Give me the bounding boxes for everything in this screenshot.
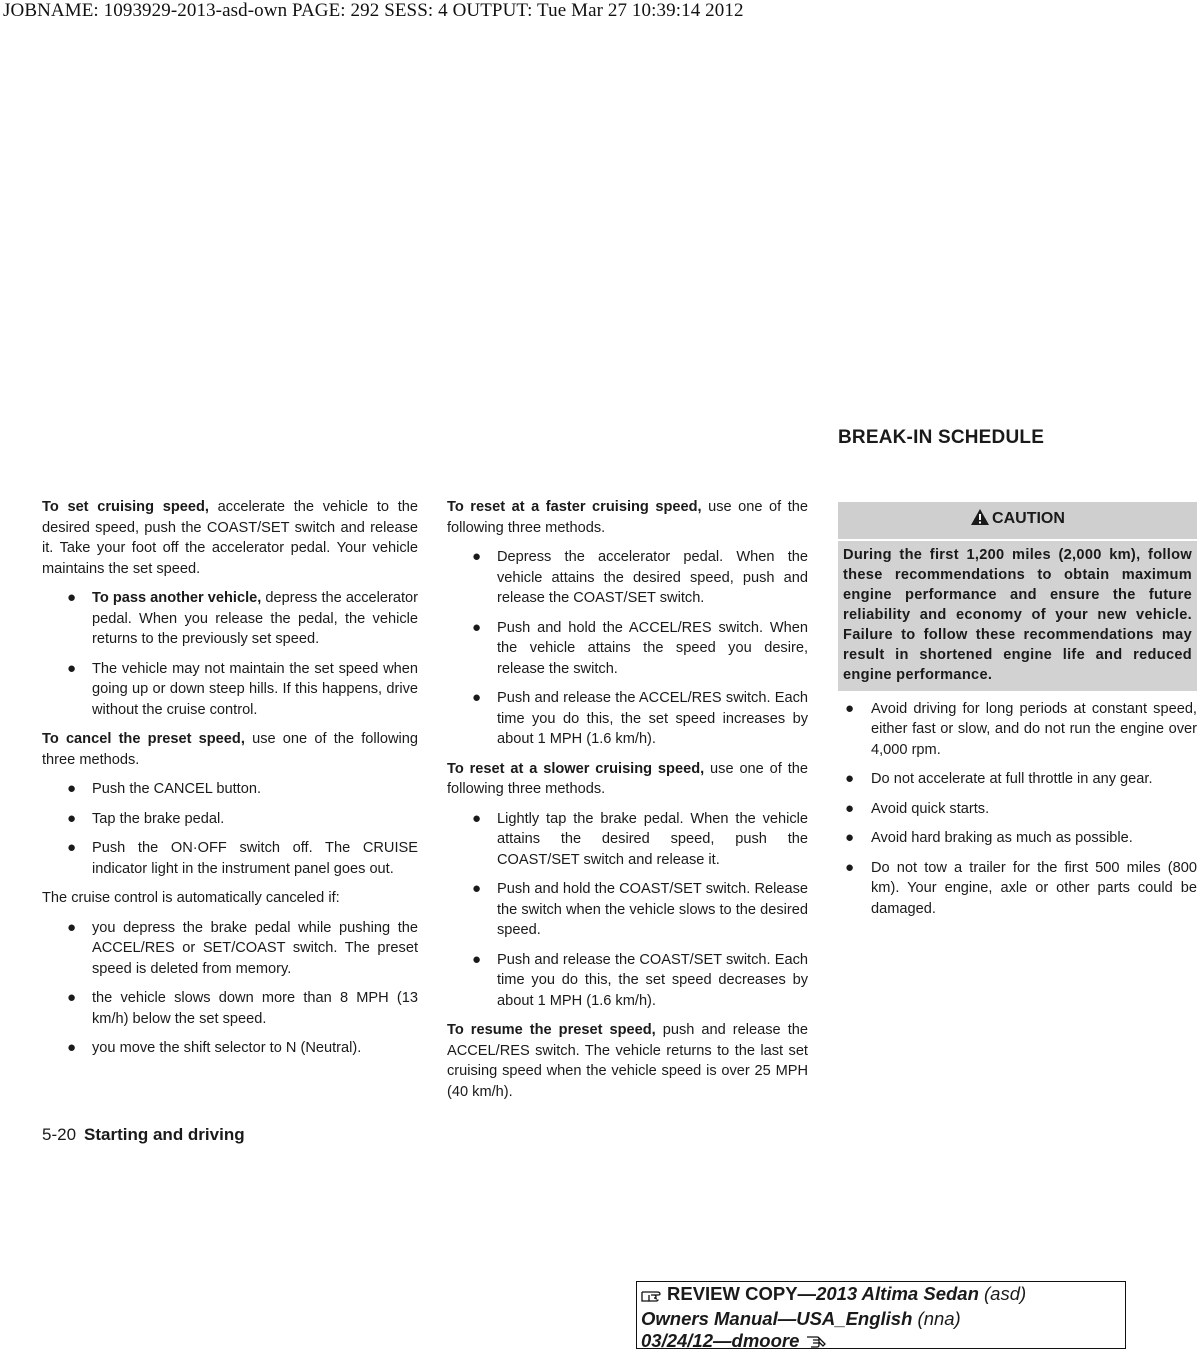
review-copy-label: REVIEW COPY— xyxy=(667,1283,817,1304)
list-item-text: the vehicle slows down more than 8 MPH (13 km/h) below the set speed. xyxy=(92,990,418,1027)
list-item xyxy=(447,879,808,941)
review-model-code: (asd) xyxy=(978,1283,1027,1304)
paragraph-slower xyxy=(447,759,808,800)
column-2 xyxy=(447,497,808,1111)
set-speed-list xyxy=(42,588,418,720)
text-set-speed: accelerate the vehicle to the desired speed, push the COAST/SET switch and release it. Take your foot off the accelerator pedal. Your vehicle maintains the set speed. xyxy=(42,499,419,577)
list-item xyxy=(42,918,418,980)
review-date-author: 03/24/12—dmoore xyxy=(641,1330,800,1351)
footer-section: Starting and driving xyxy=(84,1125,245,1144)
list-item xyxy=(447,688,808,750)
review-line-2 xyxy=(641,1308,1125,1330)
caution-text: During the first 1,200 miles (2,000 km), follow these recommendations to obtain maximum engine performance and ensure the future reliability and economy of your new vehicle. Failure to follow these recommendations may result in shortened engine life and reduced engine performance. xyxy=(843,546,1192,683)
review-model: 2013 Altima Sedan xyxy=(816,1283,979,1304)
list-item xyxy=(42,588,418,650)
section-title: BREAK-IN SCHEDULE xyxy=(838,427,1045,448)
list-item-text: Push and hold the ACCEL/RES switch. When the vehicle attains the speed you desire, release the switch. xyxy=(497,619,808,677)
warning-triangle-icon xyxy=(970,508,990,533)
bullet-icon: ● xyxy=(67,918,77,936)
list-item xyxy=(42,809,418,830)
bullet-icon: ● xyxy=(67,1039,77,1056)
paragraph-cancel xyxy=(42,729,418,770)
job-header: JOBNAME: 1093929-2013-asd-own PAGE: 292 SESS: 4 OUTPUT: Tue Mar 27 10:39:14 2012 xyxy=(3,0,744,21)
list-item xyxy=(42,779,418,800)
lead-slower: To reset at a slower cruising speed, xyxy=(447,760,705,777)
column-3 xyxy=(838,497,1197,928)
caution-title: CAUTION xyxy=(992,510,1065,527)
bullet-icon: ● xyxy=(845,799,855,817)
caution-box xyxy=(838,502,1197,691)
list-item xyxy=(42,659,418,721)
page-footer xyxy=(42,1125,245,1145)
writing-hand-icon xyxy=(805,1333,827,1355)
break-in-list xyxy=(838,699,1197,920)
faster-list xyxy=(447,547,808,750)
list-item-text: Avoid hard braking as much as possible. xyxy=(871,830,1133,846)
bullet-icon: ● xyxy=(472,548,482,565)
bullet-icon: ● xyxy=(472,689,482,706)
cancel-list xyxy=(42,779,418,879)
review-manual: Owners Manual—USA_English xyxy=(641,1308,913,1329)
bullet-icon: ● xyxy=(472,880,482,897)
lead-faster: To reset at a faster cruising speed, xyxy=(447,499,702,515)
bullet-icon: ● xyxy=(845,829,855,846)
list-item-text: Do not accelerate at full throttle in any gear. xyxy=(871,771,1153,787)
list-item xyxy=(447,547,808,609)
list-item xyxy=(447,950,808,1012)
text-cancel: use one of the following three methods. xyxy=(42,731,418,768)
lead-resume: To resume the preset speed, xyxy=(447,1022,656,1038)
list-item xyxy=(42,838,418,879)
paragraph-faster xyxy=(447,497,808,538)
text-resume: push and release the ACCEL/RES switch. The vehicle returns to the last set cruising speed when the vehicle speed is over 25 MPH (40 km/h). xyxy=(447,1022,808,1100)
text-pass: depress the accelerator pedal. When you release the pedal, the vehicle returns to the previously set speed. xyxy=(92,590,419,647)
bullet-icon: ● xyxy=(67,989,77,1006)
lead-pass: To pass another vehicle, xyxy=(92,590,262,606)
bullet-icon: ● xyxy=(67,839,77,856)
list-item-text: you move the shift selector to N (Neutral). xyxy=(92,1040,362,1056)
bullet-icon: ● xyxy=(472,950,482,968)
column-1 xyxy=(42,497,418,1068)
list-item xyxy=(42,1038,418,1059)
list-item-text: Push the CANCEL button. xyxy=(92,781,262,797)
list-item xyxy=(838,799,1197,820)
list-item-text: Avoid driving for long periods at constant speed, either fast or slow, and do not run the engine over 4,000 rpm. xyxy=(871,700,1197,758)
auto-cancel-list xyxy=(42,918,418,1059)
page-number: 5-20 xyxy=(42,1125,77,1144)
paragraph-set-speed xyxy=(42,497,418,579)
list-item-text: Lightly tap the brake pedal. When the vehicle attains the desired speed, push the COAST/SET switch and release it. xyxy=(497,810,808,868)
list-item-text: Push and release the COAST/SET switch. Each time you do this, the set speed decreases by about 1 MPH (1.6 km/h). xyxy=(497,951,808,1009)
list-item xyxy=(838,769,1197,790)
bullet-icon: ● xyxy=(845,770,855,787)
list-item-text: Do not tow a trailer for the first 500 miles (800 km). Your engine, axle or other parts could be damaged. xyxy=(871,859,1197,917)
lead-cancel: To cancel the preset speed, xyxy=(42,731,245,747)
review-manual-code: (nna) xyxy=(912,1308,961,1329)
list-item xyxy=(447,809,808,871)
bullet-icon: ● xyxy=(472,809,482,827)
list-item xyxy=(838,858,1197,920)
text-slower: use one of the following three methods. xyxy=(447,760,808,797)
bullet-icon: ● xyxy=(845,699,855,717)
bullet-icon: ● xyxy=(472,618,482,636)
list-item xyxy=(838,828,1197,849)
list-item xyxy=(42,988,418,1029)
text-hills: The vehicle may not maintain the set speed when going up or down steep hills. If this happens, drive without the cruise control. xyxy=(92,660,418,718)
text-faster: use one of the following three methods. xyxy=(447,499,808,536)
list-item-text: Avoid quick starts. xyxy=(871,800,990,817)
pointing-hand-icon xyxy=(641,1286,667,1308)
list-item-text: Push and release the ACCEL/RES switch. Each time you do this, the set speed increases by about 1 MPH (1.6 km/h). xyxy=(497,690,808,747)
bullet-icon: ● xyxy=(67,659,77,677)
list-item xyxy=(838,699,1197,761)
list-item-text: Push the ON·OFF switch off. The CRUISE indicator light in the instrument panel goes out. xyxy=(92,840,418,877)
list-item-text: you depress the brake pedal while pushing the ACCEL/RES or SET/COAST switch. The preset speed is deleted from memory. xyxy=(92,919,418,977)
review-copy-box xyxy=(636,1281,1126,1349)
slower-list xyxy=(447,809,808,1012)
list-item-text: Depress the accelerator pedal. When the vehicle attains the desired speed, push and release the COAST/SET switch. xyxy=(497,549,808,606)
bullet-icon: ● xyxy=(67,589,77,606)
paragraph-auto-cancel: The cruise control is automatically canceled if: xyxy=(42,890,340,906)
caution-header xyxy=(838,502,1197,541)
bullet-icon: ● xyxy=(67,809,77,827)
list-item xyxy=(447,618,808,680)
list-item-text: Push and hold the COAST/SET switch. Release the switch when the vehicle slows to the desired speed. xyxy=(497,881,808,938)
bullet-icon: ● xyxy=(845,858,855,876)
review-line-1 xyxy=(641,1283,1125,1308)
lead-set-speed: To set cruising speed, xyxy=(42,499,209,515)
paragraph-resume xyxy=(447,1020,808,1102)
review-line-3 xyxy=(641,1330,1125,1355)
bullet-icon: ● xyxy=(67,780,77,797)
list-item-text: Tap the brake pedal. xyxy=(92,810,225,827)
